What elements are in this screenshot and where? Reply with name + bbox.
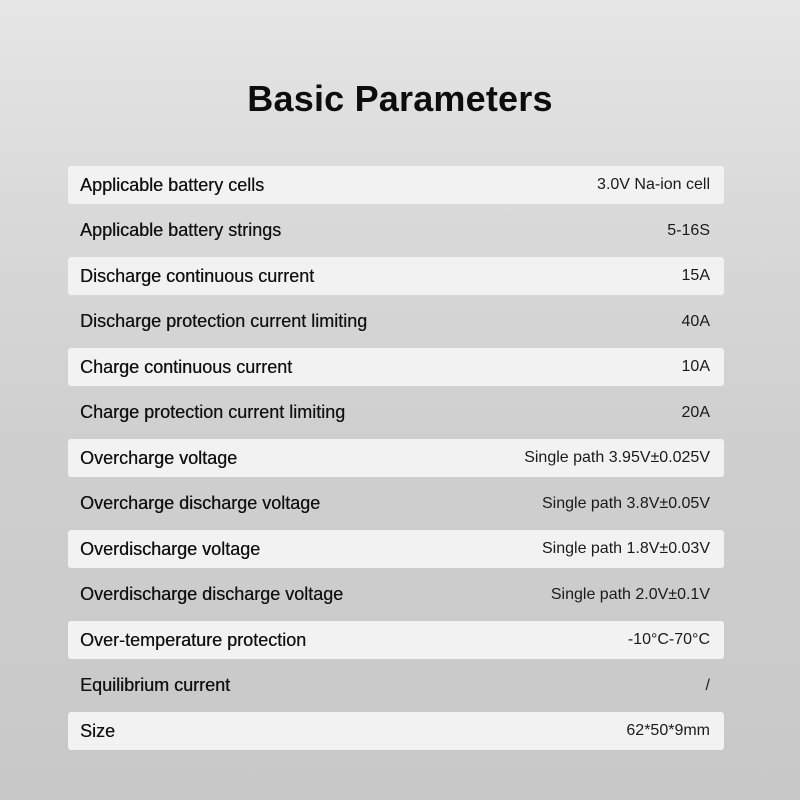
param-value: 10A [681,358,710,375]
param-value: Single path 2.0V±0.1V [550,585,710,603]
param-value: 3.0V Na-ion cell [597,176,710,193]
param-label: Over-temperature protection [80,629,307,650]
param-value: 5-16S [667,221,710,239]
param-value: -10°C-70°C [627,631,710,648]
param-label: Overcharge voltage [80,447,238,468]
param-row-overcharge-discharge-voltage [68,485,724,523]
page-title: Basic Parameters [247,78,553,120]
param-label: Size [80,720,116,741]
param-value: Single path 3.95V±0.025V [524,449,710,466]
param-row-discharge-continuous-current [68,257,724,295]
param-row-battery-strings [68,212,724,250]
param-label: Charge continuous current [80,356,293,377]
param-row-discharge-protection-current [68,303,724,341]
param-value: / [705,676,710,694]
param-label: Applicable battery strings [80,220,282,240]
parameters-table [68,166,724,758]
param-label: Discharge continuous current [80,265,315,286]
param-row-charge-protection-current [68,394,724,432]
param-row-overdischarge-discharge-voltage [68,576,724,614]
param-row-battery-cells [68,166,724,204]
param-value: 62*50*9mm [626,722,710,739]
param-label: Overdischarge discharge voltage [80,584,344,604]
param-row-charge-continuous-current [68,348,724,386]
param-row-overdischarge-voltage [68,530,724,568]
param-row-over-temperature-protection [68,621,724,659]
param-label: Charge protection current limiting [80,402,346,422]
param-value: Single path 3.8V±0.05V [541,494,710,512]
param-row-overcharge-voltage [68,439,724,477]
param-label: Discharge protection current limiting [80,311,368,331]
param-value: Single path 1.8V±0.03V [541,540,710,557]
param-label: Applicable battery cells [80,174,265,195]
param-label: Overcharge discharge voltage [80,493,321,513]
param-row-equilibrium-current [68,667,724,705]
param-label: Equilibrium current [80,675,231,695]
param-value: 15A [681,267,710,284]
param-value: 20A [681,403,710,421]
param-value: 40A [681,312,710,330]
param-row-size [68,712,724,750]
param-label: Overdischarge voltage [80,538,261,559]
